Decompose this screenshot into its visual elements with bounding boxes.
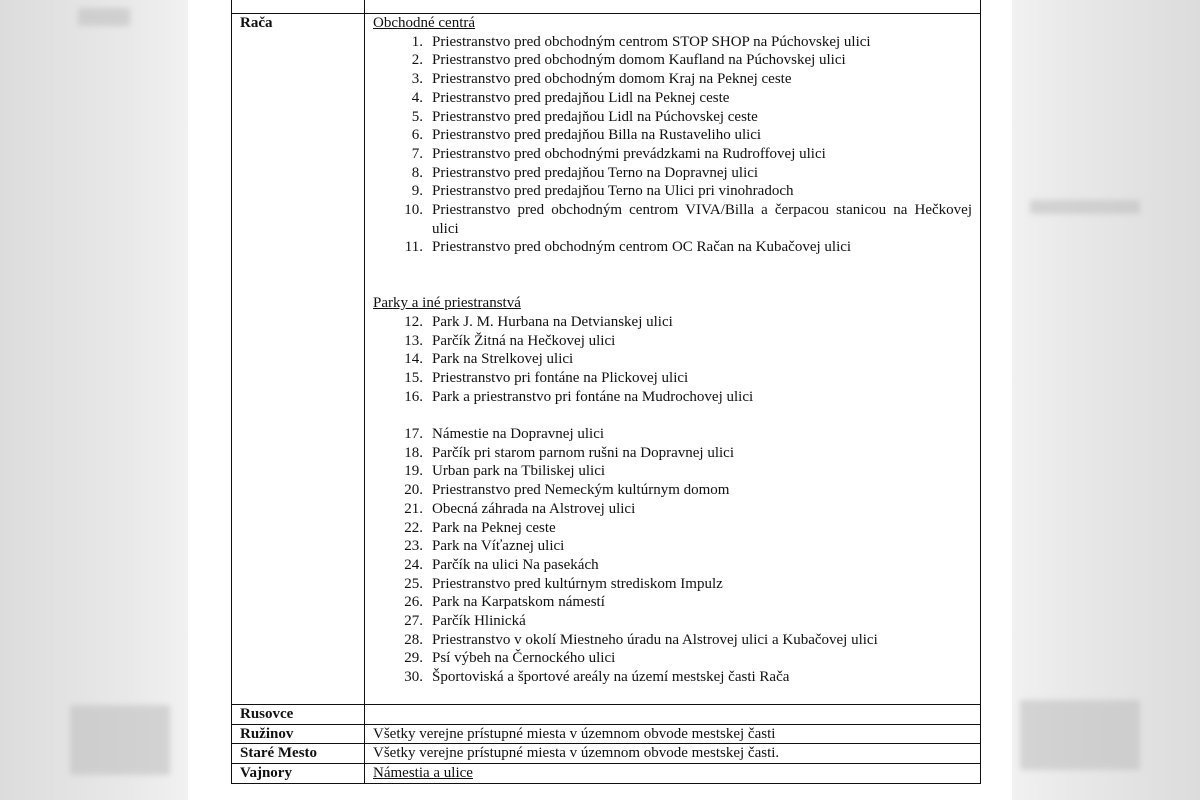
item-number: 14. (404, 351, 423, 368)
item-text: Park a priestranstvo pri fontáne na Mudrochovej ulici (432, 388, 754, 405)
table-row-ruzinov (232, 724, 981, 744)
item-text: Park na Peknej ceste (432, 519, 556, 536)
list-item (373, 89, 980, 108)
list-item (373, 108, 980, 127)
item-number: 1. (411, 33, 423, 50)
item-text: Priestranstvo pred obchodným centrom VIVA/Billa a čerpacou stanicou na Hečkovej ulici (432, 202, 972, 237)
table-border-line (364, 0, 365, 13)
item-text: Parčík pri starom parnom rušni na Dopravnej ulici (432, 444, 735, 461)
item-text: Športoviská a športové areály na území mestskej časti Rača (432, 669, 790, 686)
table-border-line (980, 0, 981, 13)
item-text: Parčík Žitná na Hečkovej ulici (432, 332, 616, 349)
item-number: 8. (411, 164, 423, 181)
locations-table (231, 13, 981, 784)
blurred-background-left (0, 0, 188, 800)
district-content: Všetky verejne prístupné miesta v územnom obvode mestskej časti. (365, 744, 981, 764)
list-item (373, 444, 980, 463)
list-item (373, 201, 980, 238)
item-text: Park J. M. Hurbana na Detvianskej ulici (432, 313, 673, 330)
item-text: Priestranstvo pred predajňou Lidl na Púchovskej ceste (432, 108, 758, 125)
item-number: 25. (404, 575, 423, 592)
item-text: Priestranstvo pred obchodným centrom STOP SHOP na Púchovskej ulici (432, 33, 871, 50)
list-item (373, 500, 980, 519)
list-item (373, 556, 980, 575)
background-smudge (1020, 700, 1140, 770)
list-item (373, 369, 980, 388)
table-row-raca (232, 14, 981, 705)
item-text: Priestranstvo pred obchodnými prevádzkami na Rudroffovej ulici (432, 145, 826, 162)
table-row-stare-mesto (232, 744, 981, 764)
table-row-vajnory (232, 764, 981, 784)
district-content (365, 764, 981, 784)
district-name: Rusovce (232, 705, 365, 725)
section-heading-squares: Námestia a ulice (373, 765, 473, 782)
list-item (373, 51, 980, 70)
list-item (373, 126, 980, 145)
list-item (373, 425, 980, 444)
district-content (365, 705, 981, 725)
item-text: Priestranstvo pred predajňou Terno na Ulici pri vinohradoch (432, 183, 794, 200)
parks-list-continued (373, 425, 980, 687)
list-item (373, 182, 980, 201)
item-text: Priestranstvo pred obchodným domom Kaufland na Púchovskej ulici (432, 52, 846, 69)
item-number: 12. (404, 313, 423, 330)
item-text: Park na Karpatskom námestí (432, 594, 605, 611)
blurred-background-right (1012, 0, 1200, 800)
list-item (373, 519, 980, 538)
item-text: Priestranstvo pred obchodným centrom OC Račan na Kubačovej ulici (432, 239, 852, 256)
item-number: 7. (411, 145, 423, 162)
district-content (365, 14, 981, 705)
district-name: Ružinov (232, 724, 365, 744)
district-name: Staré Mesto (232, 744, 365, 764)
list-item (373, 164, 980, 183)
item-text: Námestie na Dopravnej ulici (432, 426, 605, 443)
item-text: Park na Strelkovej ulici (432, 351, 574, 368)
list-item (373, 388, 980, 407)
item-text: Priestranstvo pred kultúrnym strediskom Impulz (432, 575, 723, 592)
item-number: 19. (404, 463, 423, 480)
spacer (373, 257, 980, 294)
parks-list (373, 313, 980, 407)
item-number: 13. (404, 332, 423, 349)
list-item (373, 612, 980, 631)
item-number: 20. (404, 482, 423, 499)
item-text: Priestranstvo pred Nemeckým kultúrnym domom (432, 482, 730, 499)
list-item (373, 332, 980, 351)
list-item (373, 33, 980, 52)
item-text: Priestranstvo pred predajňou Terno na Dopravnej ulici (432, 164, 759, 181)
list-item (373, 70, 980, 89)
item-number: 5. (411, 108, 423, 125)
item-number: 15. (404, 369, 423, 386)
item-text: Urban park na Tbiliskej ulici (432, 463, 606, 480)
item-number: 4. (411, 89, 423, 106)
list-item (373, 631, 980, 650)
item-text: Parčík Hlinická (432, 613, 526, 630)
table-row-rusovce (232, 705, 981, 725)
list-item (373, 350, 980, 369)
item-number: 2. (411, 52, 423, 69)
item-text: Priestranstvo pred obchodným domom Kraj na Peknej ceste (432, 71, 792, 88)
item-number: 21. (404, 500, 423, 517)
district-name: Vajnory (232, 764, 365, 784)
list-item (373, 649, 980, 668)
item-number: 9. (411, 183, 423, 200)
item-text: Priestranstvo v okolí Miestneho úradu na Alstrovej ulici a Kubačovej ulici (432, 631, 878, 648)
list-item (373, 238, 980, 257)
table-border-line (231, 0, 232, 13)
background-smudge (78, 8, 130, 26)
item-text: Psí výbeh na Černockého ulici (432, 650, 616, 667)
list-item (373, 481, 980, 500)
shopping-centers-list (373, 33, 980, 257)
item-text: Obecná záhrada na Alstrovej ulici (432, 500, 636, 517)
document-page (188, 0, 1012, 800)
spacer (373, 406, 980, 425)
item-text: Parčík na ulici Na pasekách (432, 556, 599, 573)
item-number: 27. (404, 613, 423, 630)
item-text: Priestranstvo pred predajňou Billa na Rustaveliho ulici (432, 127, 762, 144)
list-item (373, 575, 980, 594)
item-number: 11. (404, 239, 423, 256)
item-text: Park na Víťaznej ulici (432, 538, 565, 555)
item-number: 28. (404, 631, 423, 648)
district-content: Všetky verejne prístupné miesta v územnom obvode mestskej časti (365, 724, 981, 744)
item-number: 23. (404, 538, 423, 555)
list-item (373, 462, 980, 481)
background-smudge (70, 705, 170, 775)
item-number: 10. (404, 202, 423, 219)
list-item (373, 313, 980, 332)
item-number: 30. (404, 669, 423, 686)
list-item (373, 668, 980, 687)
list-item (373, 145, 980, 164)
item-number: 22. (404, 519, 423, 536)
item-number: 16. (404, 388, 423, 405)
list-item (373, 537, 980, 556)
item-number: 17. (404, 426, 423, 443)
item-number: 6. (411, 127, 423, 144)
item-number: 24. (404, 556, 423, 573)
item-text: Priestranstvo pri fontáne na Plickovej ulici (432, 369, 689, 386)
section-heading-shopping: Obchodné centrá (373, 15, 476, 31)
background-smudge (1030, 200, 1140, 214)
district-name: Rača (232, 14, 365, 705)
list-item (373, 593, 980, 612)
item-number: 3. (411, 71, 423, 88)
item-text: Priestranstvo pred predajňou Lidl na Peknej ceste (432, 89, 730, 106)
item-number: 26. (404, 594, 423, 611)
item-number: 18. (404, 444, 423, 461)
item-number: 29. (404, 650, 423, 667)
section-heading-parks: Parky a iné priestranstvá (373, 295, 521, 312)
